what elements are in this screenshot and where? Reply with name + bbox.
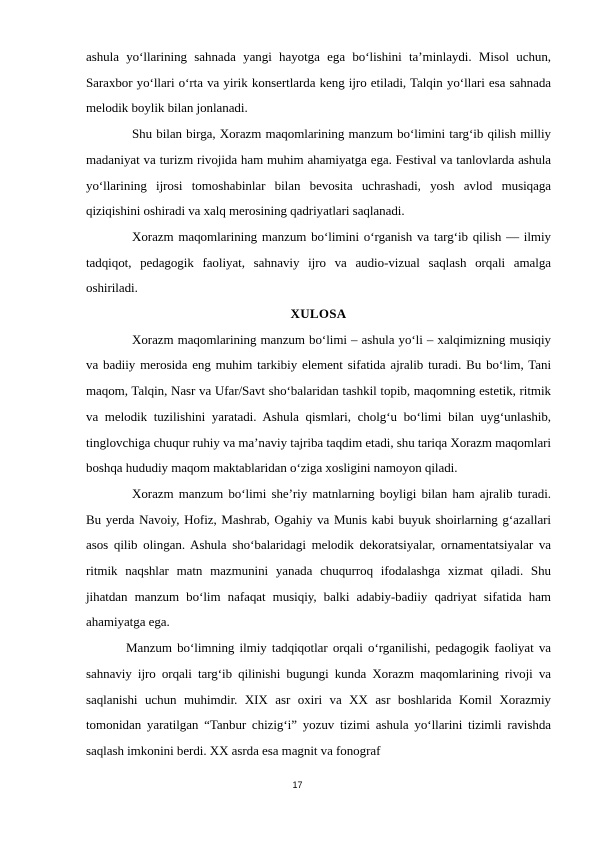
paragraph-promotion: Shu bilan birga, Xorazm maqomlarining manzum bo‘limini targ‘ib qilish milliy madaniyat va turizm rivojida ham muhim ahamiyatga ega. Festival va tanlovlarda ashula yo‘llarining ijrosi tomoshabinlar bilan bevosita uchrashadi, yosh avlod musiqaga qiziqishini oshiradi va xalq merosining qadriyatlari saqlanadi. bbox=[86, 126, 551, 219]
section-heading: XULOSA bbox=[290, 306, 347, 322]
conclusion-paragraph-2: Xorazm manzum bo‘limi she’riy matnlarning boyligi bilan ham ajralib turadi. Bu yerda Navoiy, Hofiz, Mashrab, Ogahiy va Munis kabi buyuk shoirlarning g‘azallari asos qilib olingan. Ashula sho‘balaridagi melodik dekoratsiyalar, ornamentatsiyalar va ritmik naqshlar matn mazmunini yanada chuqurroq ifodalashga xizmat qiladi. Shu jihatdan manzum bo‘lim nafaqat musiqiy, balki adabiy-badiiy qadriyat sifatida ham ahamiyatga ega. bbox=[86, 485, 551, 630]
document-page bbox=[86, 44, 551, 764]
conclusion-paragraph-1: Xorazm maqomlarining manzum bo‘limi – ashula yo‘li – xalqimizning musiqiy va badiiy merosida eng muhim tarkibiy element sifatida ajralib turadi. Bu bo‘lim, Tani maqom, Talqin, Nasr va Ufar/Savt sho‘balaridan tashkil topib, maqomning estetik, ritmik va melodik tuzilishini yaratadi. Ashula qismlari, cholg‘u bo‘limi bilan uyg‘unlashib, tinglovchiga chuqur ruhiy va ma’naviy tajriba taqdim etadi, shu tariqa Xorazm maqomlari boshqa hududiy maqom maktablaridan o‘ziga xosligini namoyon qiladi. bbox=[86, 331, 551, 476]
conclusion-paragraph-3: Manzum bo‘limning ilmiy tadqiqotlar orqali o‘rganilishi, pedagogik faoliyat va sahnaviy ijro orqali targ‘ib qilinishi bugungi kunda Xorazm maqomlarining rivoji va saqlanishi uchun muhimdir. XIX asr oxiri va XX asr boshlarida Komil Xorazmiy tomonidan yaratilgan “Tanbur chizig‘i” yozuv tizimi ashula yo‘llarini tizimli ravishda saqlash imkonini berdi. XX asrda esa magnit va fonograf bbox=[86, 640, 551, 758]
page-number: 17 bbox=[292, 780, 303, 790]
paragraph-study-methods: Xorazm maqomlarining manzum bo‘limini o‘rganish va targ‘ib qilish — ilmiy tadqiqot, pedagogik faoliyat, sahnaviy ijro va audio-vizual saqlash orqali amalga oshiriladi. bbox=[86, 228, 551, 296]
paragraph-continuation: ashula yo‘llarining sahnada yangi hayotga ega bo‘lishini ta’minlaydi. Misol uchun, Saraxbor yo‘llari o‘rta va yirik konsertlarda keng ijro etiladi, Talqin yo‘llari esa sahnada melodik boylik bilan jonlanadi. bbox=[86, 49, 551, 116]
